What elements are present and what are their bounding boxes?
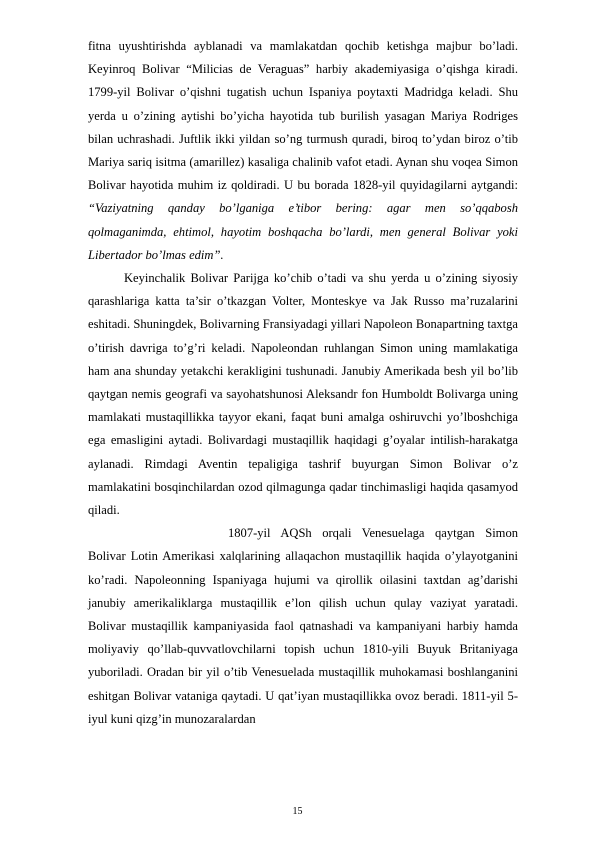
page-number: 15 <box>292 806 303 817</box>
paragraph-3: 1807-yil AQSh orqali Venesuelaga qaytgan Simon Bolivar Lotin Amerikasi xalqlarining allaqachon mustaqillik haqida o’ylayotganini ko’radi. Napoleonning Ispaniyaga hujumi va qirollik oilasini taxtdan ag’darishi janubiy amerikaliklarga mustaqillik e’lon qilish uchun qulay vaziyat yaratadi. Bolivar mustaqillik kampaniyasida faol qatnashadi va kampaniyani harbiy hamda moliyaviy qo’llab-quvvatlovchilarni topish uchun 1810-yili Buyuk Britaniyaga yuboriladi. Oradan bir yil o’tib Venesuelada mustaqillik muhokamasi boshlanganini eshitgan Bolivar vataniga qaytadi. U qat’iyan mustaqillikka ovoz beradi. 1811-yil 5-iyul kuni qizg’in munozaralardan <box>88 526 518 726</box>
paragraph-2: Keyinchalik Bolivar Parijga ko’chib o’tadi va shu yerda u o’zining siyosiy qarashlariga katta ta’sir o’tkazgan Volter, Monteskye va Jak Russo ma’ruzalarini eshitadi. Shuningdek, Bolivarning Fransiyadagi yillari Napoleon Bonapartning taxtga o’tirish davriga to’g’ri keladi. Napoleondan ruhlangan Simon uning mamlakatiga ham ana shunday yetakchi kerakligini tushunadi. Janubiy Amerikada besh yil bo’lib qaytgan nemis geografi va sayohatshunosi Aleksandr fon Humboldt Bolivarga uning mamlakati mustaqillikka tayyor ekani, faqat buni amalga oshiruvchi yo’lboshchiga ega emasligini aytadi. Bolivardagi mustaqillik haqidagi g’oyalar intilish-harakatga aylanadi. Rimdagi Aventin tepaligiga tashrif buyurgan Simon Bolivar o’z mamlakatini bosqinchilardan ozod qilmagunga qadar tinchimasligi haqida qasamyod qiladi. <box>88 271 518 518</box>
paragraph-1-text: fitna uyushtirishda ayblanadi va mamlakatdan qochib ketishga majbur bo’ladi. Keyinroq Bolivar “Milicias de Veraguas” harbiy akademiyasiga o’qishga kiradi. 1799-yil Bolivar o’qishni tugatish uchun Ispaniya poytaxti Madridga keladi. Shu yerda u o’zining aytishi bo’yicha hayotida tub burilish yasagan Mariya Rodriges bilan uchrashadi. Juftlik ikki yildan so’ng turmush quradi, biroq to’ydan biroz o’tib Mariya sariq isitma (amarillez) kasaliga chalinib vafot etadi. Aynan shu voqea Simon Bolivar hayotida muhim iz qoldiradi. U bu borada 1828-yil quyidagilarni aytgandi: <box>88 39 518 193</box>
bolivar-quote: “Vaziyatning qanday bo’lganiga e’tibor bering: agar men so’qqabosh qolmaganimda, ehtimol, hayotim boshqacha bo’lardi, men general Bolivar yoki Libertador bo’lmas edim”. <box>88 201 518 262</box>
document-body <box>88 35 518 731</box>
paragraph-1 <box>88 35 518 267</box>
